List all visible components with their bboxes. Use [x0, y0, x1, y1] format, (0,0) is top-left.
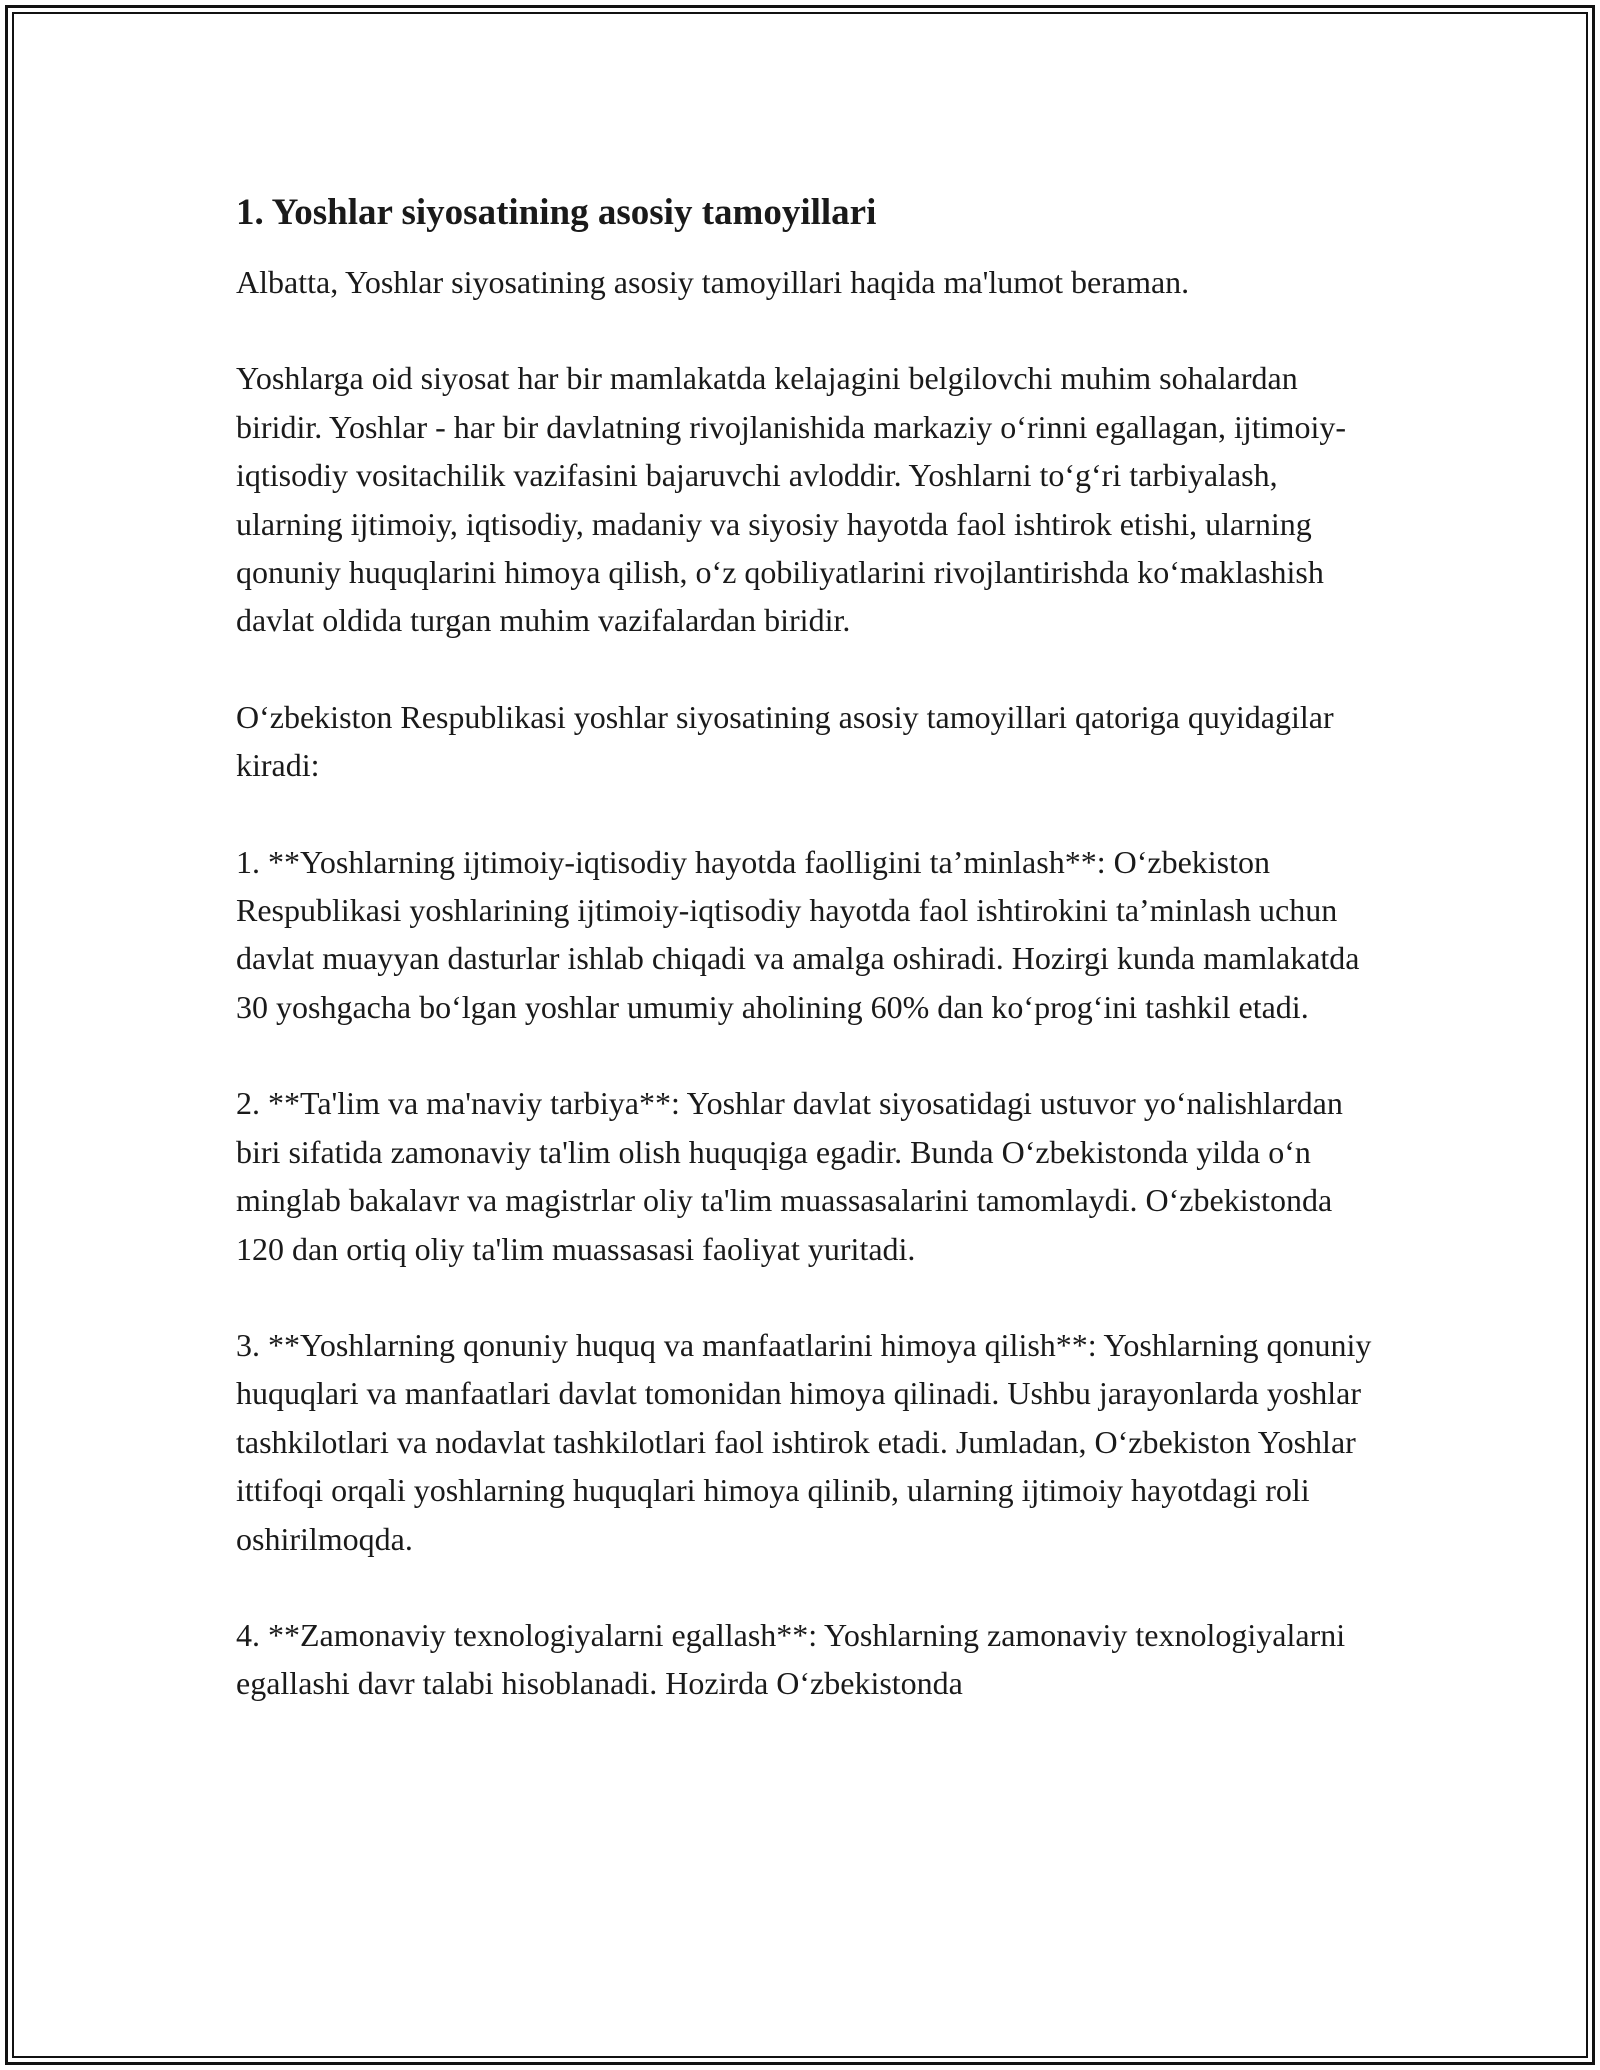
paragraph-principles-lead: O‘zbekiston Respublikasi yoshlar siyosatining asosiy tamoyillari qatoriga quyidagilar kiradi:: [236, 698, 1334, 784]
paragraph-principle-4: 4. **Zamonaviy texnologiyalarni egallash**: Yoshlarning zamonaviy texnologiyalarni egallashi davr talabi hisoblanadi. Hozirda O‘zbekistonda: [236, 1616, 1346, 1702]
section-heading: 1. Yoshlar siyosatining asosiy tamoyillari: [236, 192, 877, 233]
paragraph-principle-3: 3. **Yoshlarning qonuniy huquq va manfaatlarini himoya qilish**: Yoshlarning qonuniy huquqlari va manfaatlari davlat tomonidan himoya qilinadi. Ushbu jarayonlarda yoshlar tashkilotlari va nodavlat tashkilotlari faol ishtirok etadi. Jumladan, O‘zbekiston Yoshlar ittifoqi orqali yoshlarning huquqlari himoya qilinib, ularning ijtimoiy hayotdagi roli oshirilmoqda.: [236, 1326, 1372, 1557]
paragraph-overview: Yoshlarga oid siyosat har bir mamlakatda kelajagini belgilovchi muhim sohalardan biridir. Yoshlar - har bir davlatning rivojlanishida markaziy o‘rinni egallagan, ijtimoiy-iqtisodiy vositachilik vazifasini bajaruvchi avloddir. Yoshlarni to‘g‘ri tarbiyalash, ularning ijtimoiy, iqtisodiy, madaniy va siyosiy hayotda faol ishtirok etishi, ularning qonuniy huquqlarini himoya qilish, o‘z qobiliyatlarini rivojlantirishda ko‘maklashish davlat oldida turgan muhim vazifalardan biridir.: [236, 360, 1346, 639]
document-body: [236, 186, 1376, 1756]
paragraph-intro: Albatta, Yoshlar siyosatining asosiy tamoyillari haqida ma'lumot beraman.: [236, 264, 1190, 300]
paragraph-principle-1: 1. **Yoshlarning ijtimoiy-iqtisodiy hayotda faolligini ta’minlash**: O‘zbekiston Respublikasi yoshlarining ijtimoiy-iqtisodiy hayotda faol ishtirokini ta’minlash uchun davlat muayyan dasturlar ishlab chiqadi va amalga oshiradi. Hozirgi kunda mamlakatda 30 yoshgacha bo‘lgan yoshlar umumiy aholining 60% dan ko‘prog‘ini tashkil etadi.: [236, 843, 1360, 1025]
paragraph-principle-2: 2. **Ta'lim va ma'naviy tarbiya**: Yoshlar davlat siyosatidagi ustuvor yo‘nalishlardan biri sifatida zamonaviy ta'lim olish huquqiga egadir. Bunda O‘zbekistonda yilda o‘n minglab bakalavr va magistrlar oliy ta'lim muassasalarini tamomlaydi. O‘zbekistonda 120 dan ortiq oliy ta'lim muassasasi faoliyat yuritadi.: [236, 1085, 1343, 1267]
